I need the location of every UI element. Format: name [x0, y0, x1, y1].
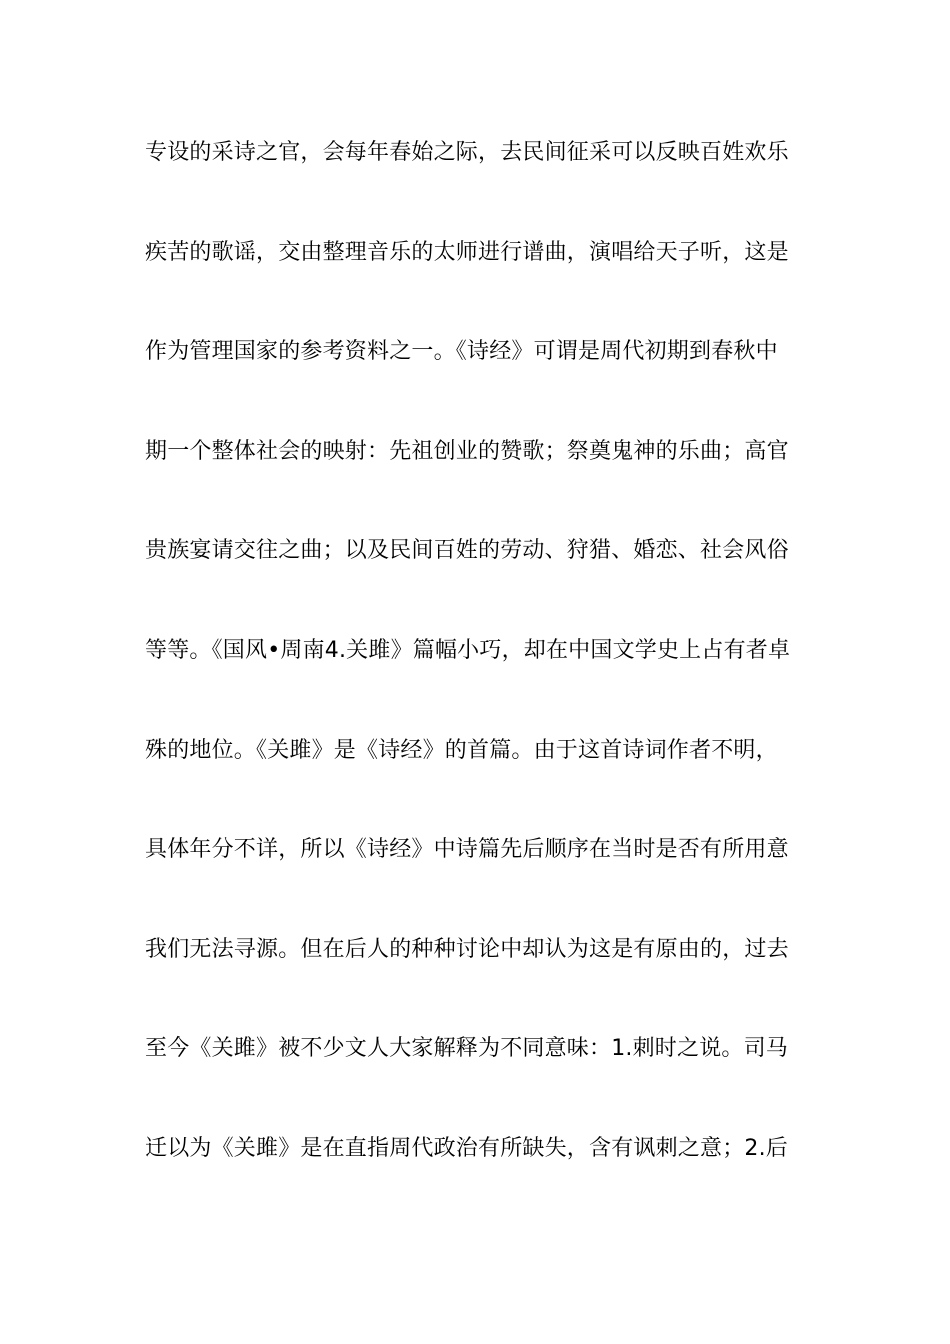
text-line: 至今《关雎》被不少文人大家解释为不同意味：1.刺时之说。司马 [145, 1036, 788, 1062]
text-line: 专设的采诗之官，会每年春始之际，去民间征采可以反映百姓欢乐 [145, 140, 789, 165]
text-line: 具体年分不详，所以《诗经》中诗篇先后顺序在当时是否有所用意 [145, 837, 789, 863]
text-line: 殊的地位。《关雎》是《诗经》的首篇。由于这首诗词作者不明， [145, 737, 778, 763]
text-line: 疾苦的歌谣，交由整理音乐的太师进行谱曲，演唱给天子听，这是 [145, 239, 789, 265]
text-line: 等等。《国风•周南4.关雎》篇幅小巧，却在中国文学史上占有者卓 [145, 637, 791, 663]
text-line: 我们无法寻源。但在后人的种种讨论中却认为这是有原由的，过去 [145, 936, 789, 962]
body-text [145, 131, 815, 1227]
text-line: 期一个整体社会的映射：先祖创业的赞歌；祭奠鬼神的乐曲；高官 [145, 438, 789, 464]
text-line: 贵族宴请交往之曲；以及民间百姓的劳动、狩猎、婚恋、社会风俗 [145, 538, 789, 564]
text-line: 作为管理国家的参考资料之一。《诗经》可谓是周代初期到春秋中 [145, 339, 778, 365]
text-line: 迁以为《关雎》是在直指周代政治有所缺失，含有讽刺之意；2.后 [145, 1135, 788, 1161]
